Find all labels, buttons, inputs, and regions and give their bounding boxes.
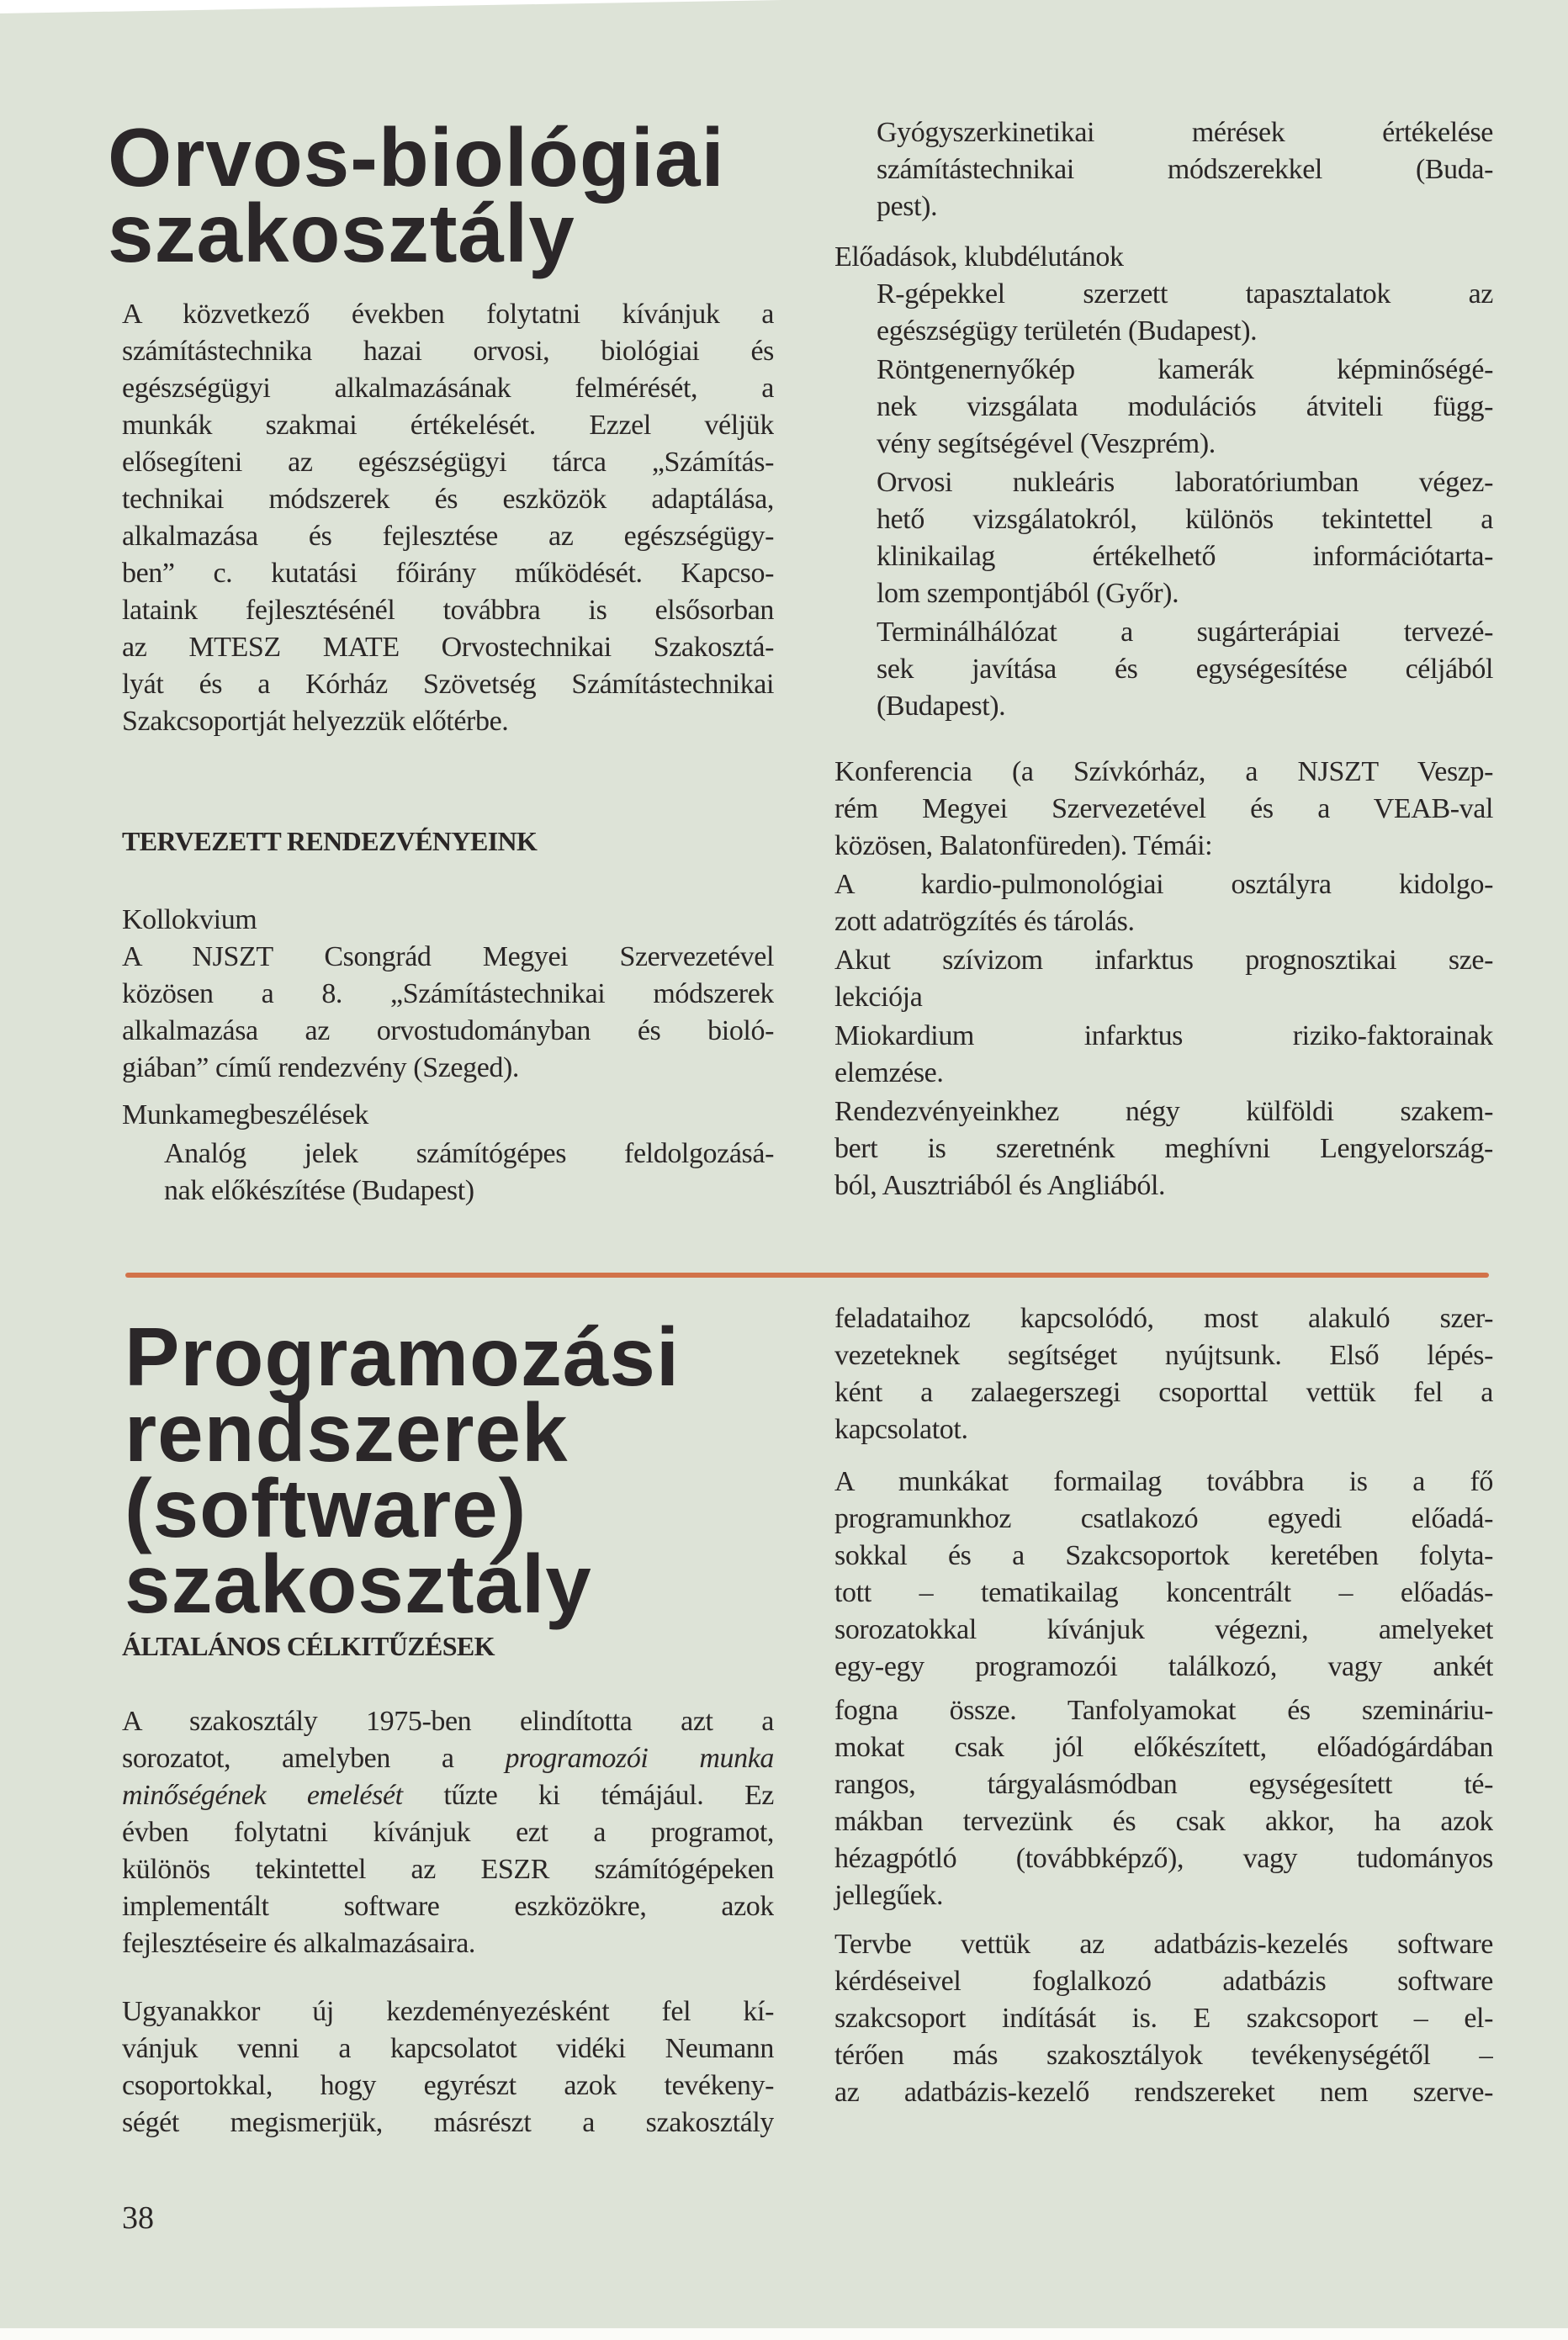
list-item-line: (Budapest). <box>877 691 1006 722</box>
scan-edge-corner <box>0 0 782 13</box>
list-item-line: Terminálhálózat a sugárterápiai tervezé- <box>877 617 1493 648</box>
topic-line: ból, Ausztriából és Angliából. <box>834 1170 1166 1201</box>
text-line: technikai módszerek és eszközök adaptálása, <box>122 484 774 515</box>
section2-title-line: (software) <box>124 1462 527 1554</box>
list-item-line: Gyógyszerkinetikai mérések értékelése <box>877 117 1493 148</box>
text-line: alkalmazása az orvostudományban és bioló- <box>122 1015 774 1046</box>
topic-line: zott adatrögzítés és tárolás. <box>834 906 1135 937</box>
section2-title <box>124 1310 681 1630</box>
text-line: jellegűek. <box>834 1880 944 1911</box>
topic-line: Rendezvényeinkhez négy külföldi szakem- <box>834 1096 1493 1127</box>
text-line: A NJSZT Csongrád Megyei Szervezetével <box>122 941 774 972</box>
topic-line: bert is szeretnénk meghívni Lengyelország- <box>834 1133 1493 1164</box>
text-line: munkák szakmai értékelését. Ezzel véljük <box>122 410 774 441</box>
topic-line: A kardio-pulmonológiai osztályra kidolgo- <box>834 869 1493 900</box>
text-line: csoportokkal, hogy egyrészt azok tevékeny- <box>122 2070 774 2101</box>
text-line: kapcsolatot. <box>834 1414 968 1445</box>
text-line: giában” című rendezvény (Szeged). <box>122 1052 520 1083</box>
text-line: szakcsoport indítását is. E szakcsoport – el- <box>834 2003 1493 2034</box>
topic-line: elemzése. <box>834 1057 944 1088</box>
text-line: számítástechnika hazai orvosi, biológiai és <box>122 336 774 367</box>
text-line: rangos, tárgyalásmódban egységesített té- <box>834 1769 1493 1800</box>
text-line: ként a zalaegerszegi csoporttal vettük fel a <box>834 1377 1493 1408</box>
text-run: tűzte ki témájául. Ez <box>402 1780 774 1811</box>
topic-line: Akut szívizom infarktus prognosztikai sze- <box>834 945 1493 976</box>
text-line: közösen, Balatonfüreden). Témái: <box>834 830 1213 861</box>
text-line: az MTESZ MATE Orvostechnikai Szakosztá- <box>122 632 774 663</box>
section1-title-line: szakosztály <box>108 187 575 279</box>
text-line: implementált software eszközökre, azok <box>122 1891 774 1922</box>
topic-line: Miokardium infarktus riziko-faktorainak <box>834 1020 1493 1051</box>
text-line: A munkákat formailag továbbra is a fő <box>834 1466 1493 1497</box>
text-line: közösen a 8. „Számítástechnikai módszerek <box>122 978 774 1009</box>
text-line: az adatbázis-kezelő rendszereket nem szerve- <box>834 2077 1493 2108</box>
section2-title-line: Programozási <box>124 1310 681 1403</box>
section-divider <box>125 1273 1489 1278</box>
section1-title <box>108 111 725 279</box>
list-item-line: Analóg jelek számítógépes feldolgozásá- <box>164 1138 774 1169</box>
text-line: A szakosztály 1975-ben elindította azt a <box>122 1706 774 1737</box>
list-item-line: lom szempontjából (Győr). <box>877 578 1179 609</box>
text-line: feladataihoz kapcsolódó, most alakuló szer- <box>834 1303 1493 1334</box>
emphasis: programozói munka <box>505 1743 774 1774</box>
text-line: tott – tematikailag koncentrált – előadás- <box>834 1577 1493 1608</box>
list-item-line: sek javítása és egységesítése céljából <box>877 654 1493 685</box>
eloadasok-label: Előadások, klubdélutánok <box>834 241 1124 273</box>
text-line: ségét megismerjük, másrészt a szakosztály <box>122 2107 774 2138</box>
list-item-line: pest). <box>877 191 938 222</box>
kollokvium-label: Kollokvium <box>122 904 257 935</box>
text-line: fejlesztéseire és alkalmazásaira. <box>122 1928 476 1959</box>
list-item-line: R-gépekkel szerzett tapasztalatok az <box>877 278 1493 310</box>
text-line: vezeteknek segítséget nyújtsunk. Első lépés- <box>834 1340 1493 1371</box>
text-line: Konferencia (a Szívkórház, a NJSZT Veszp- <box>834 756 1493 787</box>
text-line: évben folytatni kívánjuk ezt a programot, <box>122 1817 774 1848</box>
text-line-mixed <box>122 1777 774 1814</box>
topic-line: lekciója <box>834 982 923 1013</box>
scan-edge-bottom <box>0 2328 1568 2340</box>
events-heading: TERVEZETT RENDEZVÉNYEINK <box>122 826 538 856</box>
text-line: sokkal és a Szakcsoportok keretében folyta- <box>834 1540 1493 1571</box>
text-line: egy-egy programozói találkozó, vagy ankét <box>834 1651 1493 1682</box>
text-line: ben” c. kutatási főirány működését. Kapcso- <box>122 558 774 589</box>
text-run: sorozatot, amelyben a <box>122 1743 506 1774</box>
text-line: vánjuk venni a kapcsolatot vidéki Neumann <box>122 2033 774 2064</box>
section1-title-line: Orvos-biológiai <box>108 111 725 204</box>
list-item-line: nak előkészítése (Budapest) <box>164 1175 474 1206</box>
section2-title-line: rendszerek <box>124 1386 569 1479</box>
text-line: különös tekintettel az ESZR számítógépeken <box>122 1854 774 1885</box>
list-item-line: klinikailag értékelhető információtarta- <box>877 541 1493 572</box>
text-line: programunkhoz csatlakozó egyedi előadá- <box>834 1503 1493 1534</box>
text-line: mokat csak jól előkészített, előadógárdában <box>834 1732 1493 1763</box>
list-item-line: egészségügy területén (Budapest). <box>877 315 1258 347</box>
text-line: A közvetkező években folytatni kívánjuk a <box>122 299 774 330</box>
text-line: egészségügyi alkalmazásának felmérését, a <box>122 373 774 404</box>
text-line: mákban tervezünk és csak akkor, ha azok <box>834 1806 1493 1837</box>
text-line: hézagpótló (továbbképző), vagy tudományos <box>834 1843 1493 1874</box>
page-number: 38 <box>122 2200 154 2236</box>
list-item-line: számítástechnikai módszerekkel (Buda- <box>877 154 1493 185</box>
text-line-mixed <box>122 1740 774 1777</box>
text-line: lataink fejlesztésénél továbbra is elsősorban <box>122 595 774 626</box>
text-line: elősegíteni az egészségügyi tárca „Számítás- <box>122 447 774 478</box>
munka-label: Munkamegbeszélések <box>122 1099 369 1130</box>
text-line: rém Megyei Szervezetével és a VEAB-val <box>834 793 1493 824</box>
list-item-line: Röntgenernyőkép kamerák képminőségé- <box>877 354 1493 385</box>
list-item-line: nek vizsgálata modulációs átviteli függ- <box>877 391 1493 422</box>
text-line: Szakcsoportját helyezzük előtérbe. <box>122 706 509 737</box>
text-line: lyát és a Kórház Szövetség Számítástechnikai <box>122 669 774 700</box>
list-item-line: hető vizsgálatokról, különös tekintettel a <box>877 504 1493 535</box>
goals-heading: ÁLTALÁNOS CÉLKITŰZÉSEK <box>122 1631 495 1661</box>
list-item-line: Orvosi nukleáris laboratóriumban végez- <box>877 467 1493 498</box>
text-line: térően más szakosztályok tevékenységétől – <box>834 2040 1493 2071</box>
text-line: sorozatokkal kívánjuk végezni, amelyeket <box>834 1614 1493 1645</box>
list-item-line: vény segítségével (Veszprém). <box>877 428 1216 459</box>
text-line: fogna össze. Tanfolyamokat és szemináriu- <box>834 1695 1493 1726</box>
text-line: Ugyanakkor új kezdeményezésként fel kí- <box>122 1996 774 2027</box>
emphasis: minőségének emelését <box>122 1780 403 1811</box>
text-line: alkalmazása és fejlesztése az egészségügy- <box>122 521 774 552</box>
text-line: Tervbe vettük az adatbázis-kezelés software <box>834 1929 1493 1960</box>
text-line: kérdéseivel foglalkozó adatbázis software <box>834 1966 1493 1997</box>
section2-title-line: szakosztály <box>124 1538 592 1630</box>
